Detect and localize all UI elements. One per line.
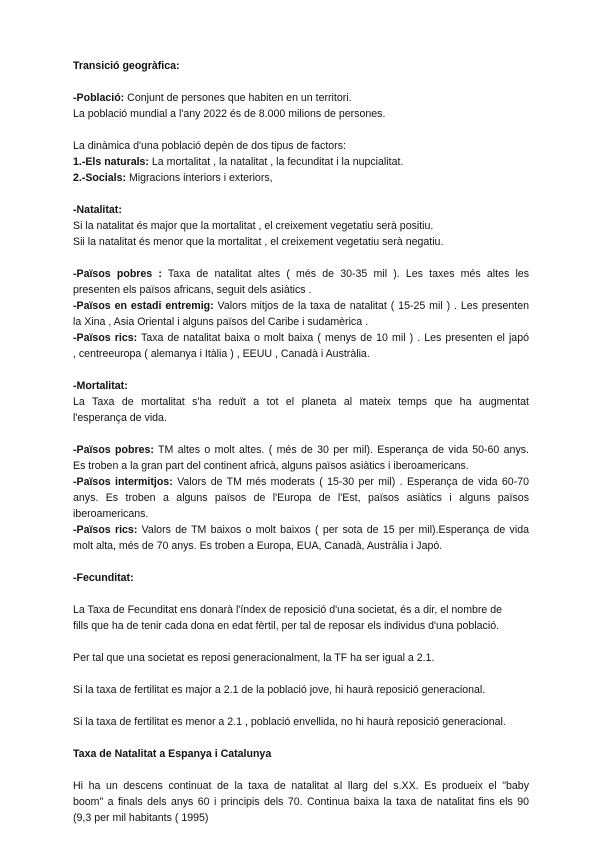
dinamica-intro: La dinàmica d'una població depèn de dos tipus de factors:: [73, 140, 346, 152]
natalitat-heading: -Natalitat:: [73, 204, 122, 216]
mortalitat-intermitjos-line-3: iberoamericans.: [73, 508, 149, 520]
factor-socials: 2.-Socials: Migracions interiors i exteriors,: [73, 172, 273, 184]
natalitat-pobres-line-1: -Països pobres : Taxa de natalitat altes ( més de 30-35 mil ). Les taxes més altes les: [73, 268, 529, 280]
natalitat-line-1: Si la natalitat és major que la mortalitat , el creixement vegetatiu serà positiu.: [73, 220, 434, 232]
natalitat-line-2: Sii la natalitat és menor que la mortalitat , el creixement vegetatiu serà negatiu.: [73, 236, 444, 248]
espanya-line-2: boom" a finals dels anys 60 i principis dels 70. Continua baixa la taxa de natalitat fins els 90: [73, 796, 529, 808]
mortalitat-pobres-line-1: -Països pobres: TM altes o molt altes. ( més de 30 per mil). Esperança de vida 50-60 anys.: [73, 444, 529, 456]
fecunditat-p3: Si la taxa de fertilitat es major a 2.1 de la població jove, hi haurà reposició generacional.: [73, 684, 486, 696]
poblacio-label: -Població:: [73, 92, 125, 104]
mortalitat-heading: -Mortalitat:: [73, 380, 128, 392]
mortalitat-intermitjos-line-1: -Països intermitjos: Valors de TM més moderats ( 15-30 per mil) . Esperança de vida 60-70: [73, 476, 529, 488]
mortalitat-intermitjos-line-2: anys. Es troben a alguns països de l'Europa de l'Est, països asiàtics i alguns països: [73, 492, 529, 504]
natalitat-rics-line-1: -Països rics: Taxa de natalitat baixa o molt baixa ( menys de 10 mil ) . Les presenten el japó: [73, 332, 529, 344]
mortalitat-rics-line-1: -Països rics: Valors de TM baixos o molt baixos ( per sota de 15 per mil).Esperança de vida: [73, 524, 529, 536]
espanya-line-1: Hi ha un descens continuat de la taxa de natalitat al llarg del s.XX. Es produeix el "baby: [73, 780, 529, 792]
natalitat-pobres-line-2: presenten els països africans, seguit dels asiàtics .: [73, 284, 312, 296]
document-title: Transició geogràfica:: [73, 60, 180, 72]
document-page: [73, 58, 529, 826]
espanya-heading: Taxa de Natalitat a Espanya i Catalunya: [73, 748, 272, 760]
natalitat-entremig-line-1: -Països en estadi entremig: Valors mitjos de la taxa de natalitat ( 15-25 mil ) . Les presenten: [73, 300, 530, 312]
mortalitat-rics-line-2: molt alta, més de 70 anys. Es troben a Europa, EUA, Canadà, Austràlia i Japó.: [73, 540, 443, 552]
natalitat-rics-line-2: , centreeuropa ( alemanya i Itàlia ) , EEUU , Canadà i Austràlia.: [73, 348, 370, 360]
fecunditat-p1-line-1: La Taxa de Fecunditat ens donarà l'índex de reposició d'una societat, és a dir, el nombre de: [73, 604, 503, 616]
fecunditat-p1-line-2: fills que ha de tenir cada dona en edat fèrtil, per tal de reposar els individus d'una població.: [73, 620, 500, 632]
fecunditat-heading: -Fecunditat:: [73, 572, 134, 584]
espanya-line-3: (9,3 per mil habitants ( 1995): [73, 812, 209, 824]
mortalitat-line-2: l'esperança de vida.: [73, 412, 167, 424]
mortalitat-pobres-line-2: Es troben a la gran part del continent africà, alguns països asiàtics i iberoamericans.: [73, 460, 469, 472]
fecunditat-p2: Per tal que una societat es reposi generacionalment, la TF ha ser igual a 2.1.: [73, 652, 435, 664]
poblacio-definition: -Població: Conjunt de persones que habiten en un territori.: [73, 92, 352, 104]
factor-naturals: 1.-Els naturals: La mortalitat , la natalitat , la fecunditat i la nupcialitat.: [73, 156, 404, 168]
natalitat-entremig-line-2: la Xina , Asia Oriental i alguns països del Caribe i sudamèrica .: [73, 316, 369, 328]
mortalitat-line-1: La Taxa de mortalitat s'ha reduït a tot el planeta al mateix temps que ha augmentat: [73, 396, 529, 408]
poblacio-world-figure: La població mundial a l'any 2022 és de 8.000 milions de persones.: [73, 108, 386, 120]
fecunditat-p4: Si la taxa de fertilitat es menor a 2.1 , població envellida, no hi haurà reposició generacional.: [73, 716, 506, 728]
